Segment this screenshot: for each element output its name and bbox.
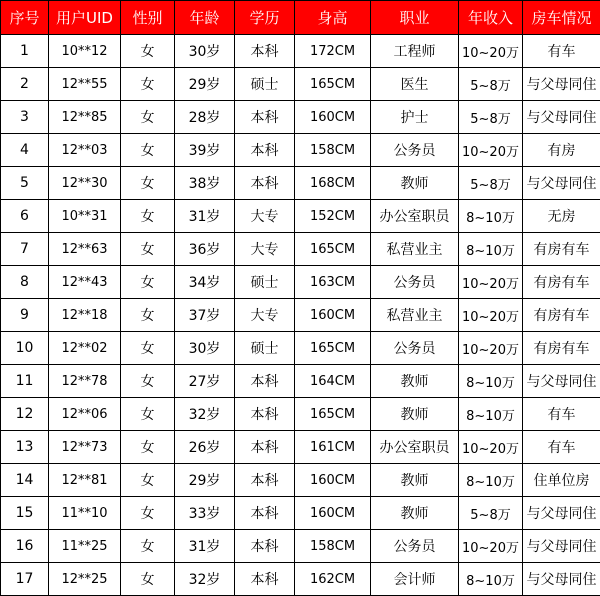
cell-occupation: 医生 — [371, 68, 459, 101]
cell-gender: 女 — [121, 332, 175, 365]
cell-uid: 10**12 — [49, 35, 121, 68]
header-cell-gender: 性别 — [121, 1, 175, 35]
table-row — [1, 398, 600, 431]
cell-education: 硕士 — [235, 266, 295, 299]
cell-index: 2 — [1, 68, 49, 101]
header-row — [1, 1, 600, 35]
cell-gender: 女 — [121, 35, 175, 68]
cell-age: 32岁 — [175, 563, 235, 596]
cell-uid: 12**43 — [49, 266, 121, 299]
cell-index: 6 — [1, 200, 49, 233]
table-row — [1, 167, 600, 200]
cell-housing: 有房有车 — [523, 233, 600, 266]
cell-height: 152CM — [295, 200, 371, 233]
cell-age: 27岁 — [175, 365, 235, 398]
cell-index: 5 — [1, 167, 49, 200]
cell-index: 9 — [1, 299, 49, 332]
cell-occupation: 教师 — [371, 497, 459, 530]
cell-age: 28岁 — [175, 101, 235, 134]
header-cell-housing: 房车情况 — [523, 1, 600, 35]
cell-index: 7 — [1, 233, 49, 266]
cell-uid: 12**63 — [49, 233, 121, 266]
cell-gender: 女 — [121, 464, 175, 497]
cell-age: 37岁 — [175, 299, 235, 332]
cell-occupation: 办公室职员 — [371, 200, 459, 233]
cell-education: 本科 — [235, 563, 295, 596]
table-row — [1, 563, 600, 596]
cell-index: 15 — [1, 497, 49, 530]
cell-income: 5~8万 — [459, 497, 523, 530]
cell-age: 29岁 — [175, 464, 235, 497]
cell-income: 10~20万 — [459, 332, 523, 365]
cell-occupation: 教师 — [371, 464, 459, 497]
cell-height: 164CM — [295, 365, 371, 398]
table-row — [1, 134, 600, 167]
cell-gender: 女 — [121, 530, 175, 563]
cell-uid: 12**06 — [49, 398, 121, 431]
cell-housing: 与父母同住 — [523, 68, 600, 101]
cell-height: 160CM — [295, 101, 371, 134]
table-row — [1, 35, 600, 68]
table-row — [1, 332, 600, 365]
cell-uid: 12**85 — [49, 101, 121, 134]
cell-height: 165CM — [295, 332, 371, 365]
header-cell-age: 年龄 — [175, 1, 235, 35]
table-body — [1, 35, 600, 596]
cell-housing: 有车 — [523, 35, 600, 68]
cell-gender: 女 — [121, 398, 175, 431]
cell-index: 17 — [1, 563, 49, 596]
cell-housing: 有房 — [523, 134, 600, 167]
cell-height: 160CM — [295, 497, 371, 530]
cell-height: 165CM — [295, 398, 371, 431]
cell-uid: 12**73 — [49, 431, 121, 464]
cell-gender: 女 — [121, 563, 175, 596]
cell-uid: 12**02 — [49, 332, 121, 365]
cell-occupation: 会计师 — [371, 563, 459, 596]
cell-housing: 与父母同住 — [523, 365, 600, 398]
cell-uid: 12**78 — [49, 365, 121, 398]
table-row — [1, 68, 600, 101]
cell-gender: 女 — [121, 233, 175, 266]
cell-index: 13 — [1, 431, 49, 464]
cell-income: 10~20万 — [459, 266, 523, 299]
cell-uid: 12**18 — [49, 299, 121, 332]
cell-gender: 女 — [121, 431, 175, 464]
cell-uid: 11**25 — [49, 530, 121, 563]
cell-income: 10~20万 — [459, 530, 523, 563]
cell-income: 10~20万 — [459, 431, 523, 464]
cell-income: 10~20万 — [459, 35, 523, 68]
cell-income: 5~8万 — [459, 167, 523, 200]
cell-income: 8~10万 — [459, 365, 523, 398]
cell-occupation: 护士 — [371, 101, 459, 134]
cell-gender: 女 — [121, 200, 175, 233]
cell-occupation: 公务员 — [371, 266, 459, 299]
cell-height: 158CM — [295, 134, 371, 167]
cell-income: 5~8万 — [459, 68, 523, 101]
cell-gender: 女 — [121, 497, 175, 530]
cell-education: 硕士 — [235, 68, 295, 101]
cell-education: 本科 — [235, 365, 295, 398]
cell-height: 168CM — [295, 167, 371, 200]
header-cell-occupation: 职业 — [371, 1, 459, 35]
cell-age: 38岁 — [175, 167, 235, 200]
table-row — [1, 530, 600, 563]
cell-height: 165CM — [295, 68, 371, 101]
cell-housing: 有房有车 — [523, 299, 600, 332]
cell-income: 8~10万 — [459, 200, 523, 233]
cell-uid: 12**30 — [49, 167, 121, 200]
cell-gender: 女 — [121, 167, 175, 200]
cell-housing: 有车 — [523, 398, 600, 431]
cell-education: 本科 — [235, 530, 295, 563]
cell-education: 本科 — [235, 398, 295, 431]
cell-gender: 女 — [121, 68, 175, 101]
table-row — [1, 299, 600, 332]
cell-height: 158CM — [295, 530, 371, 563]
cell-housing: 与父母同住 — [523, 497, 600, 530]
table-row — [1, 365, 600, 398]
cell-education: 大专 — [235, 200, 295, 233]
cell-education: 本科 — [235, 167, 295, 200]
cell-income: 8~10万 — [459, 464, 523, 497]
cell-occupation: 教师 — [371, 167, 459, 200]
table-row — [1, 233, 600, 266]
cell-uid: 12**25 — [49, 563, 121, 596]
cell-uid: 10**31 — [49, 200, 121, 233]
table-row — [1, 101, 600, 134]
table-row — [1, 464, 600, 497]
cell-income: 8~10万 — [459, 398, 523, 431]
cell-housing: 有车 — [523, 431, 600, 464]
cell-occupation: 公务员 — [371, 530, 459, 563]
cell-index: 16 — [1, 530, 49, 563]
cell-age: 34岁 — [175, 266, 235, 299]
cell-occupation: 私营业主 — [371, 299, 459, 332]
cell-age: 31岁 — [175, 200, 235, 233]
header-cell-education: 学历 — [235, 1, 295, 35]
cell-housing: 无房 — [523, 200, 600, 233]
cell-index: 3 — [1, 101, 49, 134]
cell-occupation: 教师 — [371, 365, 459, 398]
cell-uid: 12**81 — [49, 464, 121, 497]
cell-index: 1 — [1, 35, 49, 68]
cell-education: 本科 — [235, 134, 295, 167]
cell-housing: 与父母同住 — [523, 563, 600, 596]
cell-uid: 12**03 — [49, 134, 121, 167]
cell-occupation: 办公室职员 — [371, 431, 459, 464]
cell-index: 4 — [1, 134, 49, 167]
cell-gender: 女 — [121, 266, 175, 299]
header-cell-height: 身高 — [295, 1, 371, 35]
cell-height: 163CM — [295, 266, 371, 299]
cell-age: 31岁 — [175, 530, 235, 563]
cell-index: 14 — [1, 464, 49, 497]
table-header — [1, 1, 600, 35]
table-row — [1, 200, 600, 233]
cell-housing: 住单位房 — [523, 464, 600, 497]
cell-height: 161CM — [295, 431, 371, 464]
cell-income: 8~10万 — [459, 233, 523, 266]
cell-gender: 女 — [121, 101, 175, 134]
cell-index: 11 — [1, 365, 49, 398]
cell-occupation: 私营业主 — [371, 233, 459, 266]
cell-age: 39岁 — [175, 134, 235, 167]
cell-occupation: 工程师 — [371, 35, 459, 68]
cell-age: 36岁 — [175, 233, 235, 266]
cell-income: 10~20万 — [459, 299, 523, 332]
cell-age: 26岁 — [175, 431, 235, 464]
cell-height: 160CM — [295, 464, 371, 497]
cell-age: 30岁 — [175, 332, 235, 365]
cell-height: 162CM — [295, 563, 371, 596]
cell-education: 本科 — [235, 464, 295, 497]
cell-age: 33岁 — [175, 497, 235, 530]
header-cell-income: 年收入 — [459, 1, 523, 35]
cell-index: 8 — [1, 266, 49, 299]
table-row — [1, 266, 600, 299]
cell-housing: 与父母同住 — [523, 101, 600, 134]
cell-income: 5~8万 — [459, 101, 523, 134]
header-cell-uid: 用户UID — [49, 1, 121, 35]
cell-age: 30岁 — [175, 35, 235, 68]
cell-housing: 与父母同住 — [523, 530, 600, 563]
header-cell-index: 序号 — [1, 1, 49, 35]
cell-education: 硕士 — [235, 332, 295, 365]
cell-occupation: 公务员 — [371, 332, 459, 365]
cell-index: 10 — [1, 332, 49, 365]
table-row — [1, 431, 600, 464]
cell-height: 160CM — [295, 299, 371, 332]
cell-housing: 有房有车 — [523, 332, 600, 365]
cell-height: 165CM — [295, 233, 371, 266]
cell-housing: 有房有车 — [523, 266, 600, 299]
cell-index: 12 — [1, 398, 49, 431]
cell-gender: 女 — [121, 134, 175, 167]
cell-uid: 12**55 — [49, 68, 121, 101]
cell-occupation: 教师 — [371, 398, 459, 431]
cell-education: 本科 — [235, 101, 295, 134]
cell-age: 29岁 — [175, 68, 235, 101]
cell-height: 172CM — [295, 35, 371, 68]
cell-education: 大专 — [235, 299, 295, 332]
cell-uid: 11**10 — [49, 497, 121, 530]
cell-education: 本科 — [235, 497, 295, 530]
cell-education: 大专 — [235, 233, 295, 266]
cell-occupation: 公务员 — [371, 134, 459, 167]
cell-housing: 与父母同住 — [523, 167, 600, 200]
cell-age: 32岁 — [175, 398, 235, 431]
cell-income: 10~20万 — [459, 134, 523, 167]
cell-gender: 女 — [121, 299, 175, 332]
cell-income: 8~10万 — [459, 563, 523, 596]
cell-gender: 女 — [121, 365, 175, 398]
cell-education: 本科 — [235, 431, 295, 464]
cell-education: 本科 — [235, 35, 295, 68]
table-row — [1, 497, 600, 530]
